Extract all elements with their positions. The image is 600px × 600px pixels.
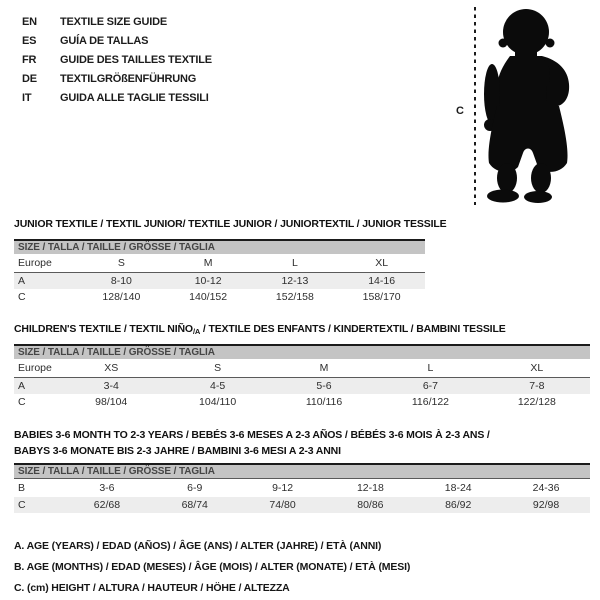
language-row <box>22 13 212 32</box>
table-title-text: JUNIOR TEXTILE / TEXTIL JUNIOR/ TEXTILE JUNIOR / JUNIORTEXTIL / JUNIOR TESSILE <box>14 218 447 230</box>
table-row <box>14 394 590 410</box>
table-cell: 152/158 <box>275 291 314 303</box>
table-cell: 9-12 <box>272 482 294 494</box>
table-cell: 10-12 <box>194 275 222 287</box>
row-label: C <box>18 291 26 303</box>
table-row <box>14 497 590 513</box>
row-label: C <box>18 499 26 511</box>
table-title-line <box>14 216 446 232</box>
table-cell: 5-6 <box>316 380 332 392</box>
height-dotted-line <box>474 7 476 205</box>
table-cell: XS <box>104 362 119 374</box>
table-cell: L <box>427 362 434 374</box>
table-cell: L <box>291 257 298 269</box>
language-title-text: TEXTILGRÖßENFÜHRUNG <box>60 73 197 85</box>
table-cell: 62/68 <box>93 499 121 511</box>
language-title-text: GUIDE DES TAILLES TEXTILE <box>60 54 212 66</box>
row-label: Europe <box>18 362 52 374</box>
row-label: Europe <box>18 257 52 269</box>
language-row <box>22 70 212 89</box>
table-title-text: BABIES 3-6 MONTH TO 2-3 YEARS / BEBÉS 3-6 MESES A 2-3 AÑOS / BÉBÉS 3-6 MOIS À 2-3 ANS / <box>14 429 490 441</box>
size-header-bar <box>14 239 425 254</box>
size-table <box>14 344 590 410</box>
row-label: A <box>18 380 26 392</box>
table-cell: 92/98 <box>532 499 560 511</box>
table-cell: 86/92 <box>445 499 472 511</box>
footnote-line: B. AGE (MONTHS) / EDAD (MESES) / ÂGE (MOIS) / ALTER (MONATE) / ETÀ (MESI) <box>14 561 411 573</box>
baby-height-figure <box>448 0 598 215</box>
table-cell: M <box>319 362 329 374</box>
height-c-label: C <box>456 105 464 117</box>
table-title-line <box>14 427 490 443</box>
table-cell: 128/140 <box>102 291 141 303</box>
table-cell: 3-6 <box>99 482 115 494</box>
table-cell: 80/86 <box>357 499 384 511</box>
language-code: FR <box>22 54 37 66</box>
language-code: IT <box>22 92 32 104</box>
language-title-text: GUIDA ALLE TAGLIE TESSILI <box>60 92 209 104</box>
table-cell: 6-7 <box>422 380 439 392</box>
row-label: C <box>18 396 26 408</box>
row-label: B <box>18 482 26 494</box>
table-row <box>14 359 590 378</box>
table-cell: 8-10 <box>110 275 132 287</box>
table-cell: 158/170 <box>362 291 401 303</box>
table-cell: 6-9 <box>187 482 203 494</box>
table-cell: XL <box>375 257 389 269</box>
table-title-line <box>14 443 490 459</box>
size-header-label: SIZE / TALLA / TAILLE / GRÖSSE / TAGLIA <box>18 347 215 358</box>
table-title <box>14 321 506 338</box>
size-table <box>14 239 425 305</box>
footnotes <box>14 536 410 599</box>
language-title-text: TEXTILE SIZE GUIDE <box>60 16 168 28</box>
table-cell: 14-16 <box>368 275 396 287</box>
table-cell: 116/122 <box>411 396 450 408</box>
table-cell: 110/116 <box>305 396 343 408</box>
table-row <box>14 273 425 289</box>
table-title-text: BABYS 3-6 MONATE BIS 2-3 JAHRE / BAMBINI 3-6 MESI A 2-3 ANNI <box>14 445 341 457</box>
table-cell: 7-8 <box>529 380 545 392</box>
size-header-bar <box>14 344 590 359</box>
table-cell: 3-4 <box>103 380 119 392</box>
table-title <box>14 216 446 232</box>
row-label: A <box>18 275 26 287</box>
table-row <box>14 289 425 305</box>
table-cell: S <box>117 257 125 269</box>
footnote-line: A. AGE (YEARS) / EDAD (AÑOS) / ÂGE (ANS) / ALTER (JAHRE) / ETÀ (ANNI) <box>14 540 382 552</box>
table-row <box>14 254 425 273</box>
table-cell: 74/80 <box>269 499 296 511</box>
table-cell: 104/110 <box>199 396 237 408</box>
table-cell: 12-13 <box>281 275 309 287</box>
table-cell: 24-36 <box>532 482 560 494</box>
size-header-bar <box>14 463 590 479</box>
language-row <box>22 89 212 108</box>
table-cell: 140/152 <box>189 291 228 303</box>
table-cell: 18-24 <box>444 482 472 494</box>
language-title-text: GUÍA DE TALLAS <box>60 35 149 47</box>
table-cell: 68/74 <box>181 499 208 511</box>
language-title-list <box>22 13 212 108</box>
table-cell: XL <box>530 362 544 374</box>
size-table <box>14 463 590 513</box>
table-cell: 12-18 <box>356 482 384 494</box>
language-code: DE <box>22 73 37 85</box>
table-title-text: /A <box>192 327 201 336</box>
table-title-text: / TEXTILE DES ENFANTS / KINDERTEXTIL / BAMBINI TESSILE <box>200 323 506 335</box>
table-cell: 4-5 <box>210 380 226 392</box>
table-cell: 98/104 <box>95 396 128 408</box>
size-header-label: SIZE / TALLA / TAILLE / GRÖSSE / TAGLIA <box>18 242 215 253</box>
table-cell: 122/128 <box>517 396 556 408</box>
table-row <box>14 378 590 394</box>
table-cell: M <box>203 257 213 269</box>
language-code: ES <box>22 35 37 47</box>
table-row <box>14 479 590 497</box>
language-code: EN <box>22 16 37 28</box>
table-title-text: CHILDREN'S TEXTILE / TEXTIL NIÑO <box>14 323 193 335</box>
baby-silhouette-icon <box>480 6 575 207</box>
language-row <box>22 51 212 70</box>
table-title-line <box>14 321 506 338</box>
size-header-label: SIZE / TALLA / TAILLE / GRÖSSE / TAGLIA <box>18 466 215 477</box>
table-cell: S <box>214 362 222 374</box>
footnote-line: C. (cm) HEIGHT / ALTURA / HAUTEUR / HÖHE / ALTEZZA <box>14 582 290 594</box>
language-row <box>22 32 212 51</box>
table-title <box>14 427 490 459</box>
